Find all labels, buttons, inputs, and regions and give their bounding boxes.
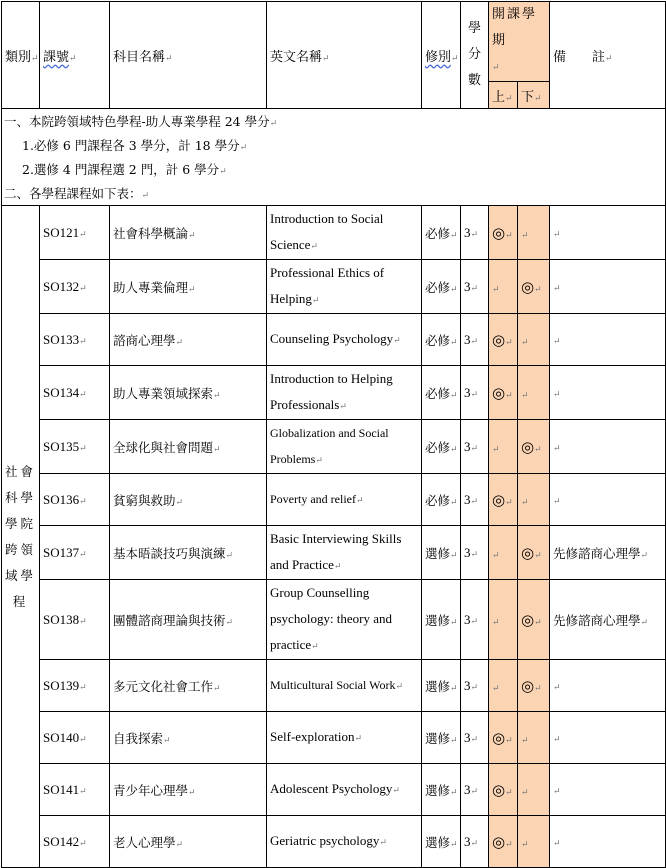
- first-semester-mark: [489, 580, 518, 660]
- course-remark: [550, 816, 666, 868]
- course-code: SO133 ↵: [40, 314, 110, 366]
- course-type: 必修 ↵: [422, 366, 461, 420]
- course-type: 選修 ↵: [422, 712, 461, 764]
- second-semester-mark: ◎ ↵: [518, 580, 550, 660]
- first-semester-mark: ◎ ↵: [489, 206, 518, 260]
- course-remark: [550, 314, 666, 366]
- intro-line-1: 一、本院跨領域特色學程-助人專業學程 24 學分 ↵: [2, 109, 666, 134]
- course-name: 全球化與社會問題 ↵: [110, 420, 267, 474]
- course-remark: [550, 474, 666, 526]
- first-semester-mark: ◎ ↵: [489, 314, 518, 366]
- course-type: 必修 ↵: [422, 420, 461, 474]
- course-english-name: Adolescent Psychology ↵: [267, 764, 422, 816]
- course-code: SO135 ↵: [40, 420, 110, 474]
- course-name: 助人專業領域探索 ↵: [110, 366, 267, 420]
- course-english-name: Self-exploration ↵: [267, 712, 422, 764]
- second-semester-mark: [518, 712, 550, 764]
- second-semester-mark: ◎ ↵: [518, 420, 550, 474]
- course-row: [2, 206, 666, 260]
- first-semester-mark: ◎ ↵: [489, 474, 518, 526]
- course-row: [2, 764, 666, 816]
- course-row: [2, 580, 666, 660]
- second-semester-mark: [518, 314, 550, 366]
- first-semester-mark: [489, 660, 518, 712]
- course-credits: 3 ↵: [461, 712, 489, 764]
- course-credits: 3 ↵: [461, 526, 489, 580]
- intro-line-4: 二、各學程課程如下表： ↵: [2, 181, 666, 206]
- course-remark: [550, 420, 666, 474]
- intro-line-2: 1.必修 6 門課程各 3 學分，計 18 學分 ↵: [2, 133, 666, 157]
- course-code: SO132 ↵: [40, 260, 110, 314]
- course-english-name: Counseling Psychology ↵: [267, 314, 422, 366]
- first-semester-mark: [489, 420, 518, 474]
- course-remark: [550, 206, 666, 260]
- course-type: 選修 ↵: [422, 526, 461, 580]
- course-credits: 3 ↵: [461, 816, 489, 868]
- course-row: [2, 420, 666, 474]
- course-name: 基本晤談技巧與演練 ↵: [110, 526, 267, 580]
- course-credits: 3 ↵: [461, 206, 489, 260]
- course-type: 必修 ↵: [422, 206, 461, 260]
- course-english-name: Basic Interviewing Skills and Practice ↵: [267, 526, 422, 580]
- course-name: 青少年心理學 ↵: [110, 764, 267, 816]
- header-semester: 開課學期 ↵: [489, 2, 550, 82]
- course-code: SO139 ↵: [40, 660, 110, 712]
- course-remark: 先修諮商心理學 ↵: [550, 580, 666, 660]
- course-type: 必修 ↵: [422, 314, 461, 366]
- course-credits: 3 ↵: [461, 660, 489, 712]
- course-type: 必修 ↵: [422, 474, 461, 526]
- course-table: [1, 1, 666, 868]
- course-remark: [550, 260, 666, 314]
- first-semester-mark: [489, 260, 518, 314]
- course-row: [2, 474, 666, 526]
- course-row: [2, 314, 666, 366]
- header-second-semester: 下 ↵: [518, 82, 550, 109]
- first-semester-mark: [489, 526, 518, 580]
- course-english-name: Poverty and relief ↵: [267, 474, 422, 526]
- course-code: SO134 ↵: [40, 366, 110, 420]
- course-row: [2, 712, 666, 764]
- course-row: [2, 660, 666, 712]
- course-credits: 3 ↵: [461, 314, 489, 366]
- intro-line-3: 2.選修 4 門課程選 2 門，計 6 學分 ↵: [2, 157, 666, 181]
- course-type: 選修 ↵: [422, 660, 461, 712]
- course-code: SO121 ↵: [40, 206, 110, 260]
- course-type: 選修 ↵: [422, 816, 461, 868]
- header-category: 類別 ↵: [2, 2, 40, 109]
- header-row: [2, 2, 666, 42]
- course-english-name: Introduction to Social Science ↵: [267, 206, 422, 260]
- second-semester-mark: [518, 764, 550, 816]
- course-code: SO142 ↵: [40, 816, 110, 868]
- course-name: 自我探索 ↵: [110, 712, 267, 764]
- course-type: 選修 ↵: [422, 764, 461, 816]
- course-name: 多元文化社會工作 ↵: [110, 660, 267, 712]
- course-credits: 3 ↵: [461, 366, 489, 420]
- second-semester-mark: [518, 816, 550, 868]
- course-credits: 3 ↵: [461, 764, 489, 816]
- course-english-name: Group Counselling psychology: theory and practice ↵: [267, 580, 422, 660]
- course-name: 諮商心理學 ↵: [110, 314, 267, 366]
- course-credits: 3 ↵: [461, 474, 489, 526]
- course-name: 貧窮與救助 ↵: [110, 474, 267, 526]
- course-code: SO137 ↵: [40, 526, 110, 580]
- course-credits: 3 ↵: [461, 580, 489, 660]
- second-semester-mark: ◎ ↵: [518, 260, 550, 314]
- course-code: SO141 ↵: [40, 764, 110, 816]
- course-type: 必修 ↵: [422, 260, 461, 314]
- course-name: 老人心理學 ↵: [110, 816, 267, 868]
- first-semester-mark: ◎ ↵: [489, 816, 518, 868]
- course-row: [2, 816, 666, 868]
- header-subject: 科目名稱 ↵: [110, 2, 267, 109]
- department-label: 社會科學學院跨領域學程: [4, 463, 36, 609]
- second-semester-mark: ◎ ↵: [518, 660, 550, 712]
- course-name: 團體諮商理論與技術 ↵: [110, 580, 267, 660]
- course-type: 選修 ↵: [422, 580, 461, 660]
- course-remark: [550, 712, 666, 764]
- header-type: 修別 ↵: [422, 2, 461, 109]
- second-semester-mark: ◎ ↵: [518, 526, 550, 580]
- second-semester-mark: [518, 474, 550, 526]
- header-credits: 學分數: [461, 2, 489, 109]
- first-semester-mark: ◎ ↵: [489, 366, 518, 420]
- course-remark: [550, 660, 666, 712]
- course-row: [2, 260, 666, 314]
- course-english-name: Geriatric psychology ↵: [267, 816, 422, 868]
- second-semester-mark: [518, 366, 550, 420]
- course-row: [2, 366, 666, 420]
- header-english: 英文名稱 ↵: [267, 2, 422, 109]
- first-semester-mark: ◎ ↵: [489, 764, 518, 816]
- course-row: [2, 526, 666, 580]
- course-credits: 3 ↵: [461, 420, 489, 474]
- course-code: SO138 ↵: [40, 580, 110, 660]
- course-english-name: Introduction to Helping Professionals ↵: [267, 366, 422, 420]
- course-remark: [550, 366, 666, 420]
- header-code: 課號 ↵: [40, 2, 110, 109]
- course-name: 社會科學概論 ↵: [110, 206, 267, 260]
- header-remark: 備 註 ↵: [550, 2, 666, 109]
- course-credits: 3 ↵: [461, 260, 489, 314]
- first-semester-mark: ◎ ↵: [489, 712, 518, 764]
- course-english-name: Professional Ethics of Helping ↵: [267, 260, 422, 314]
- second-semester-mark: [518, 206, 550, 260]
- course-remark: 先修諮商心理學 ↵: [550, 526, 666, 580]
- course-english-name: Globalization and Social Problems ↵: [267, 420, 422, 474]
- course-remark: [550, 764, 666, 816]
- department-cell: [2, 206, 40, 868]
- course-code: SO140 ↵: [40, 712, 110, 764]
- course-code: SO136 ↵: [40, 474, 110, 526]
- course-name: 助人專業倫理 ↵: [110, 260, 267, 314]
- header-first-semester: 上 ↵: [489, 82, 518, 109]
- course-english-name: Multicultural Social Work ↵: [267, 660, 422, 712]
